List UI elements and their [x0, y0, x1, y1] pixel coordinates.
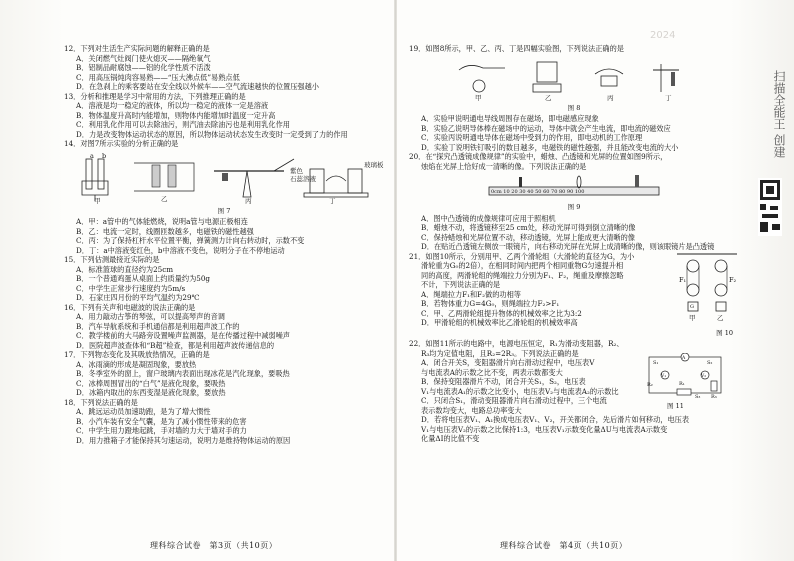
question-14: 14．对图7所示实验的分析正确的是	[64, 139, 179, 148]
question-19: 19．如图8所示，甲、乙、丙、丁是四幅实验图，下列说法正确的是	[409, 44, 624, 53]
question-12: 12．下列对生活生产实际问题的解释正确的是	[64, 44, 210, 53]
fig8-label-yi: 乙	[545, 93, 552, 102]
option: D．在贴近凸透镜左侧放一眼镜片，向右移动光屏在光屏上成清晰的像，则该眼镜片是凸透镜	[421, 242, 715, 251]
option: D．医院超声波查体和“B超”检查，都是利用超声波传递信息的	[76, 340, 275, 350]
option: D．若将电压表V₁、A₁换成电压表V₁、V₂，开关都闭合，先后滑片如何移动，电压表	[421, 415, 690, 424]
left-page	[64, 44, 384, 445]
option: C．实验丙说明通电导体在磁场中受到力的作用，即电动机的工作原理	[421, 133, 643, 142]
question-21-cont: 滑轮重为G₀的2倍），在相同时间内把两个相同重物G匀速提升相	[421, 261, 624, 270]
option: V₁与电流表A₁的示数之比变小，电压表V₂与电流表A₂的示数比	[421, 386, 619, 396]
option: B．乙：电流一定时，线圈匝数越多，电磁铁的磁性越强	[76, 226, 254, 236]
fig10-label-g: G	[690, 303, 694, 310]
page-fold	[394, 0, 397, 561]
option: C．甲、乙两滑轮组提升物体的机械效率之比为3:2	[421, 308, 582, 318]
figure-10-drawing	[677, 252, 737, 322]
fig10-label-f1: F₁	[679, 275, 687, 284]
fig7-label-yi: 乙	[161, 194, 168, 203]
scanner-watermark-text: 扫描全能王 创建	[772, 70, 786, 158]
option: D．在急刹上的乘客要站在安全线以外候车——空气流速越快的位置压强越小	[76, 82, 319, 91]
question-16: 16．下列有关声和电磁波的说法正确的是	[64, 302, 196, 312]
fig11-label-v2: V₂	[701, 374, 707, 379]
fig11-label-r1: R₁	[679, 381, 685, 387]
fig11-label-s1: S₁	[653, 360, 659, 366]
question-17: 17．下列物态变化及其吸放热情况，正确的是	[64, 350, 210, 359]
option: D．丁：a中溶液变红色，b中溶液不变色，说明分子在不停地运动	[76, 245, 285, 255]
option: A．跳远运动员加速助跑，是为了增大惯性	[76, 407, 211, 416]
option: C．利用乳化作用可以去除油污，则汽油去除油污也是利用乳化作用	[76, 120, 290, 129]
watermark: 2024	[650, 30, 676, 41]
figure-10-caption: 图 10	[716, 328, 733, 337]
fig11-label-a: A	[682, 356, 686, 361]
figure-8	[409, 56, 739, 102]
fig10-label-jia: 甲	[689, 313, 696, 322]
figure-10	[677, 252, 737, 328]
option: B．物体温度升高时内能增加，则物体内能增加时温度一定升高	[76, 110, 276, 120]
fig7-label-plate: 玻璃板	[364, 160, 384, 169]
footer-left: 理科综合试卷 第3页（共10页）	[150, 541, 278, 550]
fig10-label-f2: F₂	[729, 275, 737, 284]
fig11-label-r3: R₃	[711, 394, 717, 400]
question-13: 13．分析和推理是学习中常用的方法，下列推理正确的是	[64, 91, 246, 101]
figure-8-caption: 图 8	[567, 103, 581, 112]
fig8-label-ding: 丁	[665, 93, 672, 102]
option: D．甲滑轮组的机械效率比乙滑轮组的机械效率高	[421, 318, 578, 327]
option: A．用力敲动古筝的琴弦，可以提高琴声的音调	[76, 312, 225, 321]
option: C．保持蜡烛和光屏位置不动，移动透镜，光屏上能成更大清晰的像	[421, 232, 635, 242]
option: A．闭合开关S，变阻器滑片向右滑动过程中，电压表V	[421, 358, 595, 367]
option: C．中学生用力蹬地起跳，手对墙的力大于墙对手的力	[76, 426, 247, 435]
option: C．中学生正常步行速度约为5m/s	[76, 283, 186, 293]
question-22-block	[409, 339, 739, 444]
option: D．用力推箱子才能保持其匀速运动，说明力是维持物体运动的原因	[76, 435, 291, 445]
fig11-label-r2: R₂	[647, 382, 653, 388]
fig11-label-s3: S₃	[695, 394, 701, 400]
figure-9-caption: 图 9	[567, 203, 581, 211]
option: D．实验丁说明铁钉吸引的数目越多，电磁铁的磁性越强，并且能改变电流的大小	[421, 142, 679, 152]
option: C．教学楼前的大马路旁设置噪声监测器，是在传播过程中减弱噪声	[76, 331, 290, 340]
fig7-label-jia: 甲	[94, 196, 101, 205]
figure-9	[409, 173, 739, 201]
option: A．关闭燃气灶阀门使火熄灭——隔绝氧气	[76, 53, 211, 63]
option: 表示数均变大，电路总功率变大	[421, 405, 522, 415]
question-20-cont: 烛焰在光屏上恰好成一清晰的像。下列说法正确的是	[421, 161, 587, 171]
option: B．若物体重力G=4G₀，则绳端拉力F₂>F₁	[421, 299, 560, 308]
option: B．一个普通鸡蛋从桌面上约质量约为50g	[76, 274, 211, 283]
question-22-cont: R₃均为定值电阻，且R₂=2R₃。下列说法正确的是	[421, 348, 579, 358]
right-page	[409, 44, 739, 444]
option: B．冬季室外的窗上，窗户玻璃内表面出现冰花是汽化现象，要吸热	[76, 369, 290, 378]
option: A．溶液是均一稳定的液体，所以均一稳定的液体一定是溶液	[76, 101, 269, 110]
option: A．图中凸透镜的成像规律可应用于照相机	[421, 213, 556, 223]
option: B．汽车导航系统和手机通信都是利用超声波工作的	[76, 321, 240, 331]
option: B．蜡烛不动，将透镜移至25 cm处，移动光屏可得到倒立清晰的像	[421, 223, 636, 232]
option: 化量ΔI的比值不变	[421, 434, 480, 443]
option: B．实验乙说明导体棒在磁场中的运动，导体中就会产生电流，即电流的磁效应	[421, 123, 671, 133]
qr-code-icon	[758, 178, 782, 236]
fig10-label-yi: 乙	[717, 313, 724, 322]
fig11-label-v1: V₁	[661, 374, 667, 379]
option: B．保持变阻器滑片不动，闭合开关S₁，S₂，电压表	[421, 377, 586, 386]
fig8-label-bing: 丙	[607, 93, 614, 102]
figure-7	[64, 151, 384, 205]
fig7-label-shirui: 石蕊溶液	[290, 174, 316, 183]
option: C．只闭合S₁，滑动变阻器滑片向右滑动过程中，三个电流	[421, 396, 607, 405]
fig7-label-ding: 丁	[329, 196, 336, 205]
option: A．冰雨滴的形成是凝固现象，要放热	[76, 359, 197, 369]
fig9-axis: 0cm 10 20 30 40 50 60 70 80 90 100	[491, 189, 585, 195]
fig8-label-jia: 甲	[475, 93, 482, 102]
question-22: 22．如图11所示的电路中，电源电压恒定，R₁为滑动变阻器，R₂、	[409, 339, 624, 348]
option: D．石家庄四月份的平均气温约为29℃	[76, 293, 200, 302]
question-18: 18．下列说法正确的是	[64, 397, 138, 407]
question-21-block	[409, 252, 739, 328]
question-15: 15．下列估测最接近实际的是	[64, 255, 160, 264]
fig7-label-a: a	[90, 151, 94, 160]
question-20: 20．在“探究凸透镜成像规律”的实验中，蜡烛、凸透镜和光屏的位置如图9所示，	[409, 152, 668, 161]
figure-8-drawing	[409, 56, 739, 102]
figure-7-drawing	[64, 151, 384, 205]
fig7-label-bing: 丙	[245, 196, 252, 205]
option: B．小汽车装有安全气囊，是为了减小惯性带来的危害	[76, 416, 247, 426]
option: C．丙：为了保持杠杆水平位置平衡，弹簧测力计向右转动时，示数不变	[76, 236, 305, 245]
option: D．力是改变物体运动状态的原因，所以物体运动状态发生改变时一定受到了力的作用	[76, 129, 348, 139]
option: A．甲：a管中的气体能燃烧，说明a管与电源正极相连	[76, 217, 248, 226]
footer-right: 理科综合试卷 第4页（共10页）	[500, 541, 628, 550]
figure-7-caption: 图 7	[217, 206, 231, 215]
question-21-cont: 不计，下列说法正确的是	[421, 280, 501, 289]
option: 与电流表A的示数之比不变，两表示数都变大	[421, 367, 563, 377]
fig7-label-ziqin: 紫色	[290, 166, 303, 175]
option: A．标准篮球的直径约为25cm	[76, 264, 174, 274]
figure-11-caption: 图 11	[667, 402, 684, 410]
option: B．铝制品耐腐蚀——铝的化学性质不活泼	[76, 63, 211, 72]
fig7-label-b: b	[102, 151, 107, 160]
question-21-cont: 同的高度，两滑轮组的绳端拉力分别为F₁、F₂，绳重及摩擦忽略	[421, 270, 624, 280]
option: D．冰箱内取出的东西变湿是液化现象，要放热	[76, 388, 226, 397]
option: V₁与电压表V₂的示数之比保持1:3，电压表V₁示数变化量ΔU与电流表A示数变	[421, 424, 668, 434]
option: C．冰棒周围冒出的“白气”是液化现象，要吸热	[76, 378, 226, 388]
option: A．实验甲说明通电导线周围存在磁场，即电磁感应现象	[421, 114, 599, 123]
option: C．用高压锅炖肉容易熟——“压大沸点低”易熟点低	[76, 72, 240, 82]
fig11-label-s2: S₂	[707, 360, 713, 366]
figure-11	[645, 353, 725, 403]
option: A．绳端拉力F₁和F₂做的功相等	[421, 289, 521, 299]
question-21: 21．如图10所示，分别用甲、乙两个滑轮组（大滑轮的直径为G，为小	[409, 251, 635, 261]
